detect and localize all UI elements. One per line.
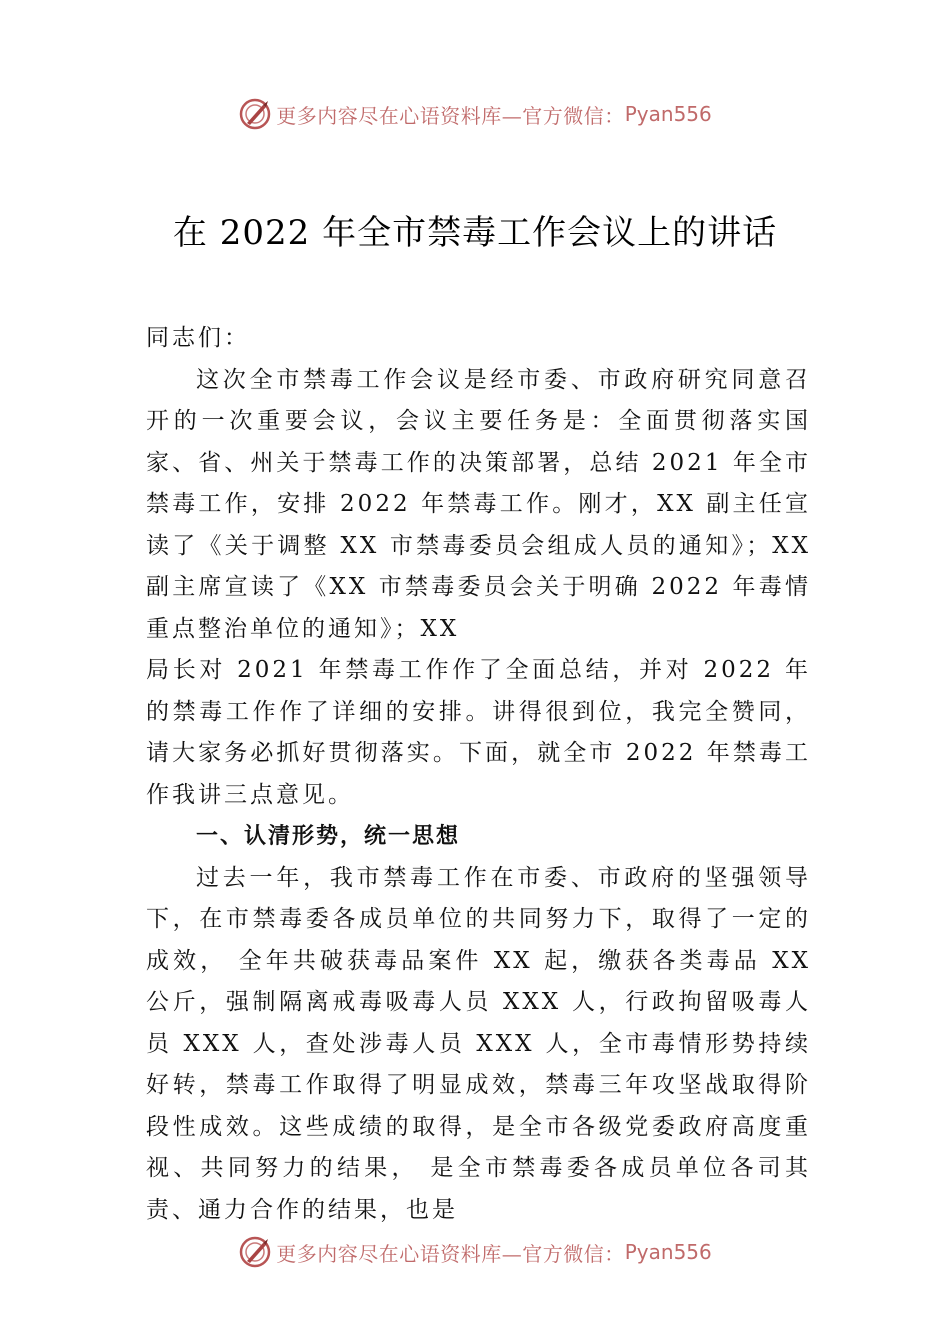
wechat-handle: Pyan556 [624,1240,712,1264]
quill-seal-logo-icon [238,97,272,131]
paragraph-3: 过去一年，我市禁毒工作在市委、市政府的坚强领导下，在市禁毒委各成员单位的共同努力下，取得了一定的成效， 全年共破获毒品案件 XX 起，缴获各类毒品 XX 公斤，强制隔离戒毒吸毒人员 XXX 人，行政拘留吸毒人员 XXX 人，查处涉毒人员 XXX 人，全市毒情形势持续好转，禁毒工作取得了明显成效，禁毒三年攻坚战取得阶段性成效。这些成绩的取得，是全市各级党委政府高度重视、共同努力的结果， 是全市禁毒委各成员单位各司其责、通力合作的结果，也是 [146,864,811,1223]
paragraph-1: 这次全市禁毒工作会议是经市委、市政府研究同意召开的一次重要会议，会议主要任务是：全面贯彻落实国家、省、州关于禁毒工作的决策部署，总结 2021 年全市禁毒工作，安排 2022 年禁毒工作。刚才，XX 副主任宣读了《关于调整 XX 市禁毒委员会组成人员的通知》；XX 副主席宣读了《XX 市禁毒委员会关于明确 2022 年毒情重点整治单位的通知》；XX [146,366,811,642]
document-body [146,318,811,1231]
paragraph-2: 局长对 2021 年禁毒工作作了全面总结，并对 2022 年的禁毒工作作了详细的安排。讲得很到位，我完全赞同，请大家务必抓好贯彻落实。下面，就全市 2022 年禁毒工作我讲三点意见。 [146,657,811,808]
header-banner [0,94,950,134]
footer-banner [0,1232,950,1272]
wechat-handle: Pyan556 [624,102,712,126]
page-title: 在 2022 年全市禁毒工作会议上的讲话 [172,213,778,253]
quill-seal-logo-icon [238,1235,272,1269]
banner-text: 更多内容尽在心语资料库—官方微信： [276,103,625,128]
banner-text: 更多内容尽在心语资料库—官方微信： [276,1241,625,1266]
salutation: 同志们： [146,325,250,351]
section-heading-1: 一、认清形势，统一思想 [196,824,461,849]
